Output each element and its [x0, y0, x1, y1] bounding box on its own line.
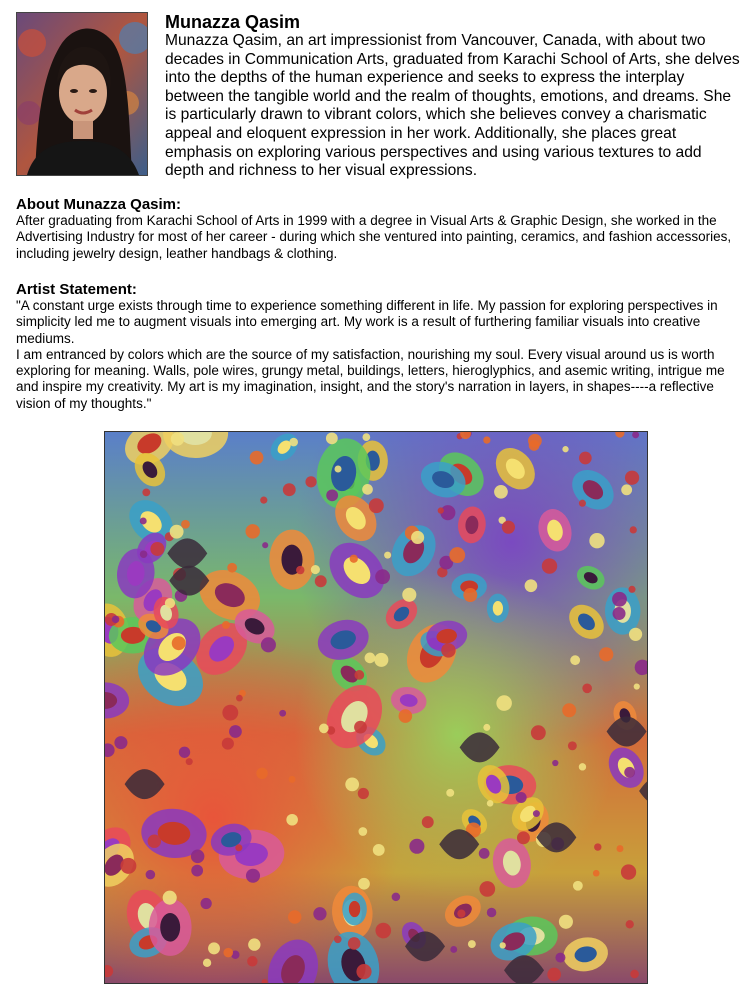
about-heading: About Munazza Qasim:	[16, 196, 182, 213]
artist-portrait	[16, 12, 148, 176]
artist-bio-block	[165, 12, 742, 181]
statement-paragraph-1: "A constant urge exists through time to experience something different in life. My passion for exploring perspectives in simplicity led me to augment visuals into emerging art. My work is a result of furthering familiar visuals into creative mediums.	[16, 298, 718, 346]
artist-name: Munazza Qasim	[165, 12, 301, 32]
artist-bio: Munazza Qasim, an art impressionist from Vancouver, Canada, with about two decades in Communication Arts, graduated from Karachi School of Arts, she delves into the depths of the human experience and seeks to express the interplay between the tangible world and the realm of thoughts, emotions, and dreams. She is particularly drawn to vibrant colors, which she believes convey a charismatic appeal and eloquent expression in her work. Additionally, she places great emphasis on exploring various perspectives and using various textures to add depth and richness to her visual expressions.	[165, 32, 740, 180]
about-text: After graduating from Karachi School of Arts in 1999 with a degree in Visual Arts & Graphic Design, she worked in the Advertising Industry for most of her career - during which she ventured into painting, ceramics, and fashion accessories, including jewelry design, leather handbags & clothing.	[16, 213, 732, 261]
abstract-floral-painting	[104, 431, 648, 984]
statement-paragraph-2: I am entranced by colors which are the source of my satisfaction, nourishing my soul. Every visual around us is worth exploring for meaning. Walls, pole wires, grungy metal, buildings, letters, hieroglyphics, and asemic writing, intrigue me and inspire my creativity. My art is my imagination, insight, and the story's narration in layers, in shapes----a reflective vision of my thoughts."	[16, 346, 725, 411]
about-section	[16, 196, 742, 262]
artist-statement-section	[16, 281, 742, 412]
statement-heading: Artist Statement:	[16, 281, 137, 298]
